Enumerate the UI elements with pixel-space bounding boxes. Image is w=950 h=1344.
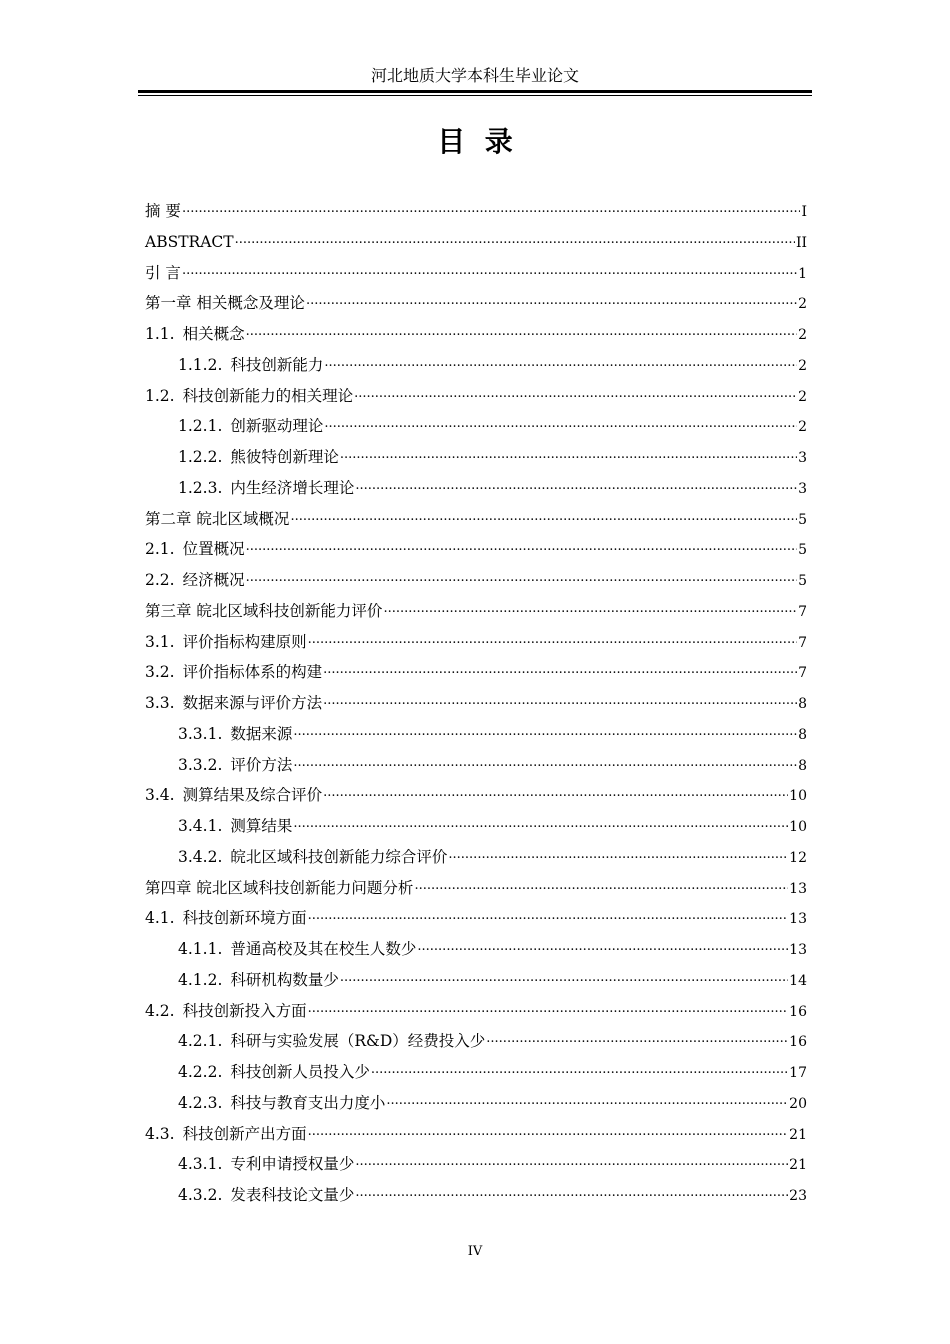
toc-entry-title: 创新驱动理论	[230, 417, 324, 436]
toc-entry-title: 第四章 皖北区域科技创新能力问题分析	[145, 878, 414, 897]
toc-entry-page: 8	[798, 757, 807, 774]
toc-dot-leader	[308, 903, 789, 923]
toc-entry-number: 1.2.2.	[178, 448, 223, 466]
toc-entry-page: 16	[789, 1003, 807, 1020]
toc-entry-page: 3	[798, 450, 807, 466]
toc-entry-title: 第一章 相关概念及理论	[145, 294, 305, 313]
toc-dot-leader	[323, 780, 788, 800]
toc-entry-title: 评价指标体系的构建	[182, 663, 323, 682]
toc-entry-number: 3.3.1.	[178, 724, 223, 743]
toc-dot-leader	[323, 657, 797, 677]
toc-entry-title: 内生经济增长理论	[230, 478, 355, 497]
toc-entry-number: 1.2.1.	[178, 417, 223, 436]
toc-entry-number: 4.2.3.	[178, 1093, 223, 1112]
toc-entry[interactable]	[145, 934, 807, 965]
toc-entry-page: 20	[789, 1095, 807, 1112]
toc-entry-number: 3.4.2.	[178, 847, 223, 866]
toc-entry-page: 13	[789, 911, 807, 928]
toc-entry[interactable]	[145, 873, 807, 904]
page-number: IV	[467, 1244, 483, 1259]
toc-entry[interactable]	[145, 442, 807, 473]
toc-dot-leader	[355, 1180, 788, 1200]
toc-dot-leader	[324, 350, 797, 370]
toc-entry-page: 14	[789, 972, 807, 989]
toc-entry-page: 2	[798, 388, 807, 405]
toc-entry-title: 数据来源	[230, 724, 293, 743]
toc-dot-leader	[386, 1088, 788, 1108]
toc-entry[interactable]	[145, 996, 807, 1027]
toc-entry-page: 13	[789, 880, 807, 897]
toc-entry[interactable]	[145, 1057, 807, 1088]
toc-entry-title: 引 言	[145, 263, 181, 282]
toc-dot-leader	[293, 811, 788, 831]
toc-dot-leader	[417, 934, 788, 954]
toc-entry-title: 第三章 皖北区域科技创新能力评价	[145, 601, 383, 620]
toc-dot-leader	[323, 688, 797, 708]
toc-entry-number: 4.3.	[145, 1124, 175, 1143]
toc-entry[interactable]	[145, 657, 807, 688]
toc-entry-title: 数据来源与评价方法	[182, 694, 323, 712]
toc-entry-page: 5	[798, 542, 807, 559]
toc-entry[interactable]	[145, 534, 807, 565]
toc-entry[interactable]	[145, 258, 807, 289]
toc-entry-page: 7	[798, 665, 807, 682]
toc-entry-page: 8	[798, 696, 807, 712]
toc-entry-number: 4.1.	[145, 909, 175, 928]
toc-entry[interactable]	[145, 688, 807, 719]
toc-entry-page: 2	[798, 296, 807, 313]
toc-entry[interactable]	[145, 473, 807, 504]
toc-entry[interactable]	[145, 196, 807, 227]
toc-entry-number: 1.1.	[145, 325, 175, 343]
toc-entry-title: ABSTRACT	[145, 232, 234, 251]
toc-dot-leader	[324, 411, 797, 431]
toc-entry[interactable]	[145, 965, 807, 996]
toc-dot-leader	[340, 965, 788, 985]
toc-dot-leader	[383, 596, 797, 616]
toc-dot-leader	[246, 319, 797, 339]
toc-entry-page: 16	[789, 1034, 807, 1051]
toc-entry-title: 摘 要	[145, 202, 181, 220]
toc-entry[interactable]	[145, 719, 807, 750]
toc-dot-leader	[293, 719, 797, 739]
toc-dot-leader	[414, 873, 788, 893]
toc-entry-number: 3.3.2.	[178, 755, 223, 774]
toc-dot-leader	[355, 1149, 788, 1169]
toc-entry[interactable]	[145, 596, 807, 627]
toc-entry-number: 2.1.	[145, 540, 175, 559]
toc-dot-leader	[448, 842, 788, 862]
toc-entry-title: 测算结果及综合评价	[182, 786, 323, 805]
toc-title: 目 录	[437, 125, 513, 158]
toc-entry-title: 普通高校及其在校生人数少	[230, 940, 417, 958]
toc-entry-title: 科技创新产出方面	[182, 1124, 307, 1143]
toc-entry-page: 17	[789, 1065, 807, 1081]
toc-entry-number: 4.2.	[145, 1001, 175, 1020]
toc-entry-title: 熊彼特创新理论	[230, 448, 339, 466]
toc-entry-number: 2.2.	[145, 571, 175, 589]
toc-entry-number: 3.1.	[145, 632, 175, 651]
toc-entry-title: 评价指标构建原则	[182, 632, 307, 651]
toc-entry-number: 4.3.2.	[178, 1186, 223, 1204]
toc-dot-leader	[486, 1026, 788, 1046]
toc-list	[145, 196, 807, 1211]
toc-entry-title: 科技创新人员投入少	[230, 1063, 370, 1081]
toc-dot-leader	[308, 627, 797, 647]
toc-entry-page: 7	[798, 603, 807, 620]
toc-dot-leader	[308, 1119, 789, 1139]
toc-dot-leader	[293, 750, 797, 770]
toc-entry[interactable]	[145, 780, 807, 811]
toc-dot-leader	[182, 258, 797, 278]
toc-entry-number: 3.2.	[145, 663, 175, 682]
toc-dot-leader	[235, 227, 795, 247]
toc-entry[interactable]	[145, 411, 807, 442]
toc-entry-number: 3.4.1.	[178, 817, 223, 835]
toc-entry-number: 3.3.	[145, 694, 175, 712]
toc-entry-page: I	[801, 204, 807, 220]
toc-entry[interactable]	[145, 288, 807, 319]
toc-dot-leader	[246, 534, 797, 554]
toc-entry-page: 7	[798, 634, 807, 651]
toc-entry-page: 1	[798, 265, 807, 282]
toc-entry[interactable]	[145, 903, 807, 934]
toc-entry-title: 科技与教育支出力度小	[230, 1093, 386, 1112]
toc-entry[interactable]	[145, 381, 807, 412]
toc-entry-title: 位置概况	[182, 540, 245, 559]
toc-dot-leader	[354, 381, 797, 401]
toc-entry-number: 1.1.2.	[178, 355, 223, 374]
toc-entry-title: 相关概念	[182, 325, 245, 343]
toc-entry-title: 科研与实验发展（R&D）经费投入少	[230, 1032, 486, 1051]
toc-entry[interactable]	[145, 1180, 807, 1211]
toc-entry-title: 科研机构数量少	[230, 970, 339, 989]
toc-entry[interactable]	[145, 811, 807, 842]
toc-entry[interactable]	[145, 504, 807, 535]
toc-entry-page: 13	[789, 942, 807, 958]
toc-entry[interactable]	[145, 1149, 807, 1180]
toc-entry[interactable]	[145, 227, 807, 258]
toc-dot-leader	[246, 565, 797, 585]
toc-entry[interactable]	[145, 1026, 807, 1057]
toc-entry-number: 4.1.1.	[178, 940, 223, 958]
running-header: 河北地质大学本科生毕业论文	[370, 66, 579, 85]
toc-dot-leader	[306, 288, 797, 308]
toc-entry-page: 12	[789, 849, 807, 866]
toc-entry-number: 1.2.	[145, 386, 175, 405]
toc-dot-leader	[290, 504, 797, 524]
toc-entry-page: 2	[798, 327, 807, 343]
toc-entry[interactable]	[145, 750, 807, 781]
toc-entry-title: 科技创新能力	[230, 355, 324, 374]
toc-entry-title: 皖北区域科技创新能力综合评价	[230, 847, 448, 866]
toc-entry[interactable]	[145, 350, 807, 381]
toc-entry-title: 发表科技论文量少	[230, 1186, 355, 1204]
toc-entry-title: 科技创新投入方面	[182, 1001, 307, 1020]
toc-entry-page: 21	[789, 1157, 807, 1174]
toc-entry-page: 2	[798, 419, 807, 436]
toc-dot-leader	[371, 1057, 788, 1077]
toc-entry-title: 评价方法	[230, 755, 293, 774]
toc-entry[interactable]	[145, 565, 807, 596]
toc-entry-page: 10	[789, 819, 807, 835]
toc-dot-leader	[355, 473, 797, 493]
toc-entry-title: 科技创新能力的相关理论	[182, 386, 354, 405]
toc-entry-page: 5	[798, 573, 807, 589]
toc-entry-page: 23	[789, 1188, 807, 1204]
toc-entry-page: 10	[789, 788, 807, 805]
toc-entry-title: 专利申请授权量少	[230, 1155, 355, 1174]
toc-dot-leader	[182, 196, 801, 216]
toc-entry-number: 4.1.2.	[178, 970, 223, 989]
toc-entry[interactable]	[145, 319, 807, 350]
toc-entry-page: 21	[789, 1126, 807, 1143]
toc-entry-title: 测算结果	[230, 817, 293, 835]
toc-entry-number: 4.3.1.	[178, 1155, 223, 1174]
toc-entry-page: 3	[798, 480, 807, 497]
toc-entry[interactable]	[145, 627, 807, 658]
toc-entry[interactable]	[145, 842, 807, 873]
toc-entry-page: 5	[798, 511, 807, 528]
toc-entry-number: 3.4.	[145, 786, 175, 805]
toc-entry-title: 第二章 皖北区域概况	[145, 509, 290, 528]
toc-entry-page: II	[795, 234, 807, 251]
toc-entry[interactable]	[145, 1088, 807, 1119]
toc-entry-title: 科技创新环境方面	[182, 909, 307, 928]
toc-entry[interactable]	[145, 1119, 807, 1150]
toc-entry-number: 4.2.2.	[178, 1063, 223, 1081]
toc-entry-number: 4.2.1.	[178, 1032, 223, 1051]
toc-dot-leader	[340, 442, 797, 462]
toc-dot-leader	[308, 996, 789, 1016]
header-double-rule	[138, 90, 812, 96]
toc-entry-title: 经济概况	[182, 571, 245, 589]
toc-entry-page: 2	[798, 357, 807, 374]
toc-entry-number: 1.2.3.	[178, 478, 223, 497]
toc-entry-page: 8	[798, 726, 807, 743]
